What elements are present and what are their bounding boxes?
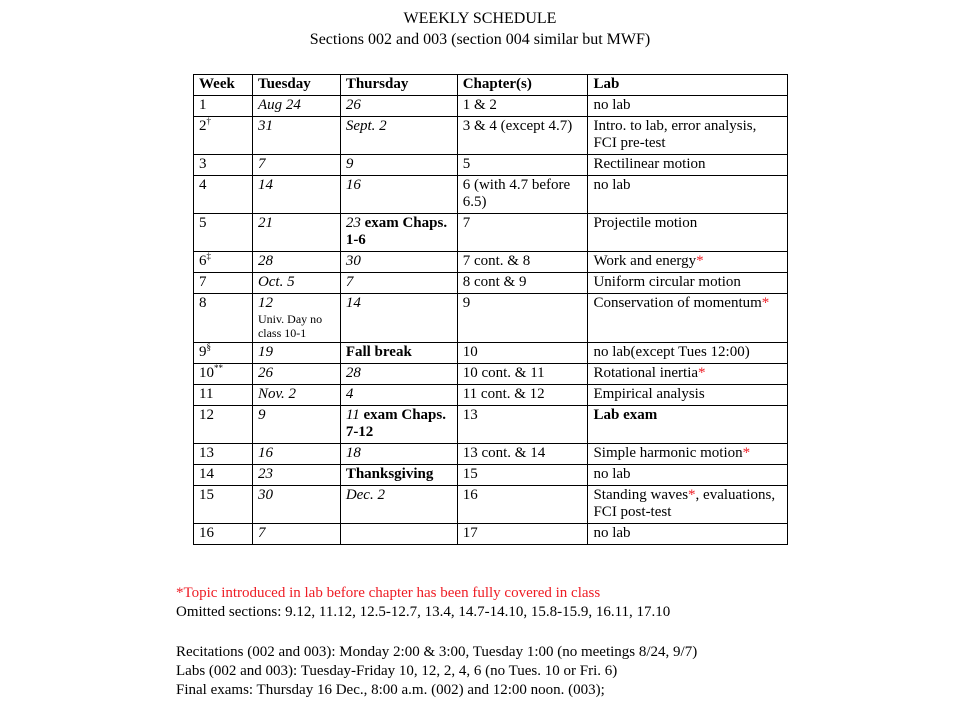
- cell-lab: [588, 524, 788, 545]
- footnote-marker: **: [214, 363, 223, 373]
- cell-lab: [588, 465, 788, 486]
- chapters-text: 17: [462, 525, 478, 541]
- cell-thursday: [340, 214, 457, 252]
- table-row: [194, 252, 788, 273]
- cell-chapters: [457, 252, 588, 273]
- final-exams-note: Final exams: Thursday 16 Dec., 8:00 a.m. (002) and 12:00 noon. (003);: [176, 682, 605, 698]
- cell-tuesday: [252, 343, 340, 364]
- schedule-table: [193, 74, 788, 545]
- thursday-date: 14: [345, 295, 361, 311]
- cell-chapters: [457, 176, 588, 214]
- cell-week: [194, 465, 253, 486]
- cell-week: [194, 96, 253, 117]
- cell-tuesday: [252, 96, 340, 117]
- column-header-thursday: Thursday: [340, 75, 457, 96]
- tuesday-date: 28: [257, 253, 273, 269]
- week-number: 9: [199, 344, 207, 360]
- lab-text: Uniform circular motion: [593, 274, 741, 290]
- tuesday-date: Aug 24: [257, 97, 301, 113]
- cell-chapters: [457, 364, 588, 385]
- cell-week: [194, 214, 253, 252]
- column-header-chapters: Chapter(s): [457, 75, 588, 96]
- table-row: [194, 294, 788, 343]
- footnote-marker: ‡: [206, 251, 211, 261]
- week-number: 4: [199, 177, 207, 193]
- cell-week: [194, 294, 253, 343]
- tuesday-date: 14: [257, 177, 273, 193]
- cell-tuesday: [252, 252, 340, 273]
- cell-lab: [588, 294, 788, 343]
- cell-tuesday: [252, 385, 340, 406]
- cell-week: [194, 273, 253, 294]
- thursday-date: Dec. 2: [345, 487, 385, 503]
- omitted-sections-note: Omitted sections: 9.12, 11.12, 12.5-12.7, 13.4, 14.7-14.10, 15.8-15.9, 16.11, 17.10: [176, 604, 671, 620]
- table-row: [194, 176, 788, 214]
- lab-text: Simple harmonic motion: [593, 445, 743, 461]
- cell-week: [194, 406, 253, 444]
- thursday-date: 18: [345, 445, 361, 461]
- cell-lab: [588, 117, 788, 155]
- tuesday-date: 30: [257, 487, 273, 503]
- lab-text: Conservation of momentum: [593, 295, 762, 311]
- cell-thursday: [340, 155, 457, 176]
- tuesday-date: 31: [257, 118, 273, 134]
- lab-text: Intro. to lab, error analysis, FCI pre-test: [593, 118, 757, 151]
- thursday-date: Sept. 2: [345, 118, 387, 134]
- cell-thursday: [340, 273, 457, 294]
- cell-lab: [588, 252, 788, 273]
- cell-thursday: [340, 343, 457, 364]
- cell-chapters: [457, 155, 588, 176]
- week-number: 5: [199, 215, 207, 231]
- cell-week: [194, 117, 253, 155]
- cell-week: [194, 252, 253, 273]
- tuesday-date: 19: [257, 344, 273, 360]
- tuesday-date: Oct. 5: [257, 274, 295, 290]
- lab-text: Work and energy: [593, 253, 697, 269]
- tuesday-date: 21: [257, 215, 273, 231]
- thursday-date: 16: [345, 177, 361, 193]
- lab-text: no lab: [593, 177, 631, 193]
- tuesday-date: Nov. 2: [257, 386, 296, 402]
- cell-week: [194, 524, 253, 545]
- thursday-event: Fall break: [345, 344, 412, 360]
- week-number: 1: [199, 97, 207, 113]
- cell-tuesday: [252, 176, 340, 214]
- lab-star-marker: *: [696, 253, 704, 269]
- chapters-text: 10 cont. & 11: [462, 365, 545, 381]
- cell-lab: [588, 343, 788, 364]
- lab-text-suffix: , evaluations, FCI post-test: [593, 487, 776, 520]
- lab-text: Lab exam: [593, 407, 658, 423]
- tuesday-date: 12: [257, 295, 273, 311]
- cell-tuesday: [252, 486, 340, 524]
- cell-thursday: [340, 444, 457, 465]
- table-row: [194, 486, 788, 524]
- cell-chapters: [457, 294, 588, 343]
- table-row: [194, 444, 788, 465]
- cell-tuesday: [252, 214, 340, 252]
- lab-text: Empirical analysis: [593, 386, 705, 402]
- cell-tuesday: [252, 364, 340, 385]
- cell-lab: [588, 486, 788, 524]
- cell-tuesday: [252, 155, 340, 176]
- week-number: 16: [199, 525, 214, 541]
- table-row: [194, 465, 788, 486]
- cell-chapters: [457, 486, 588, 524]
- cell-week: [194, 385, 253, 406]
- week-number: 12: [199, 407, 214, 423]
- chapters-text: 15: [462, 466, 478, 482]
- cell-chapters: [457, 444, 588, 465]
- chapters-text: 7 cont. & 8: [462, 253, 531, 269]
- cell-thursday: [340, 176, 457, 214]
- column-header-tuesday: Tuesday: [252, 75, 340, 96]
- star-footnote: *Topic introduced in lab before chapter has been fully covered in class: [176, 585, 601, 601]
- cell-tuesday: [252, 406, 340, 444]
- lab-text: Rectilinear motion: [593, 156, 706, 172]
- week-number: 15: [199, 487, 214, 503]
- cell-chapters: [457, 214, 588, 252]
- chapters-text: 11 cont. & 12: [462, 386, 545, 402]
- table-row: [194, 117, 788, 155]
- week-number: 11: [199, 386, 214, 402]
- cell-week: [194, 155, 253, 176]
- table-row: [194, 406, 788, 444]
- cell-thursday: [340, 406, 457, 444]
- table-header-row: [194, 75, 788, 96]
- recitations-note: Recitations (002 and 003): Monday 2:00 & 3:00, Tuesday 1:00 (no meetings 8/24, 9/7): [176, 644, 698, 660]
- cell-week: [194, 486, 253, 524]
- tuesday-note: Univ. Day no class 10-1: [257, 312, 323, 340]
- chapters-text: 7: [462, 215, 471, 231]
- thursday-exam: exam Chaps. 1-6: [345, 215, 448, 248]
- footnote-marker: †: [206, 116, 211, 126]
- chapters-text: 13 cont. & 14: [462, 445, 546, 461]
- thursday-date: 11: [345, 407, 360, 423]
- lab-star-marker: *: [688, 487, 696, 503]
- chapters-text: 9: [462, 295, 471, 311]
- tuesday-date: 26: [257, 365, 273, 381]
- cell-week: [194, 343, 253, 364]
- cell-lab: [588, 406, 788, 444]
- thursday-date: 4: [345, 386, 354, 402]
- cell-tuesday: [252, 294, 340, 343]
- cell-chapters: [457, 385, 588, 406]
- chapters-text: 16: [462, 487, 478, 503]
- thursday-date: 7: [345, 274, 354, 290]
- cell-thursday: [340, 385, 457, 406]
- cell-thursday: [340, 486, 457, 524]
- week-number: 2: [199, 118, 207, 134]
- column-header-week: Week: [194, 75, 253, 96]
- chapters-text: 1 & 2: [462, 97, 497, 113]
- lab-text: Rotational inertia: [593, 365, 699, 381]
- week-number: 10: [199, 365, 214, 381]
- week-number: 7: [199, 274, 207, 290]
- thursday-date: 30: [345, 253, 361, 269]
- tuesday-date: 7: [257, 156, 266, 172]
- week-number: 13: [199, 445, 214, 461]
- lab-star-marker: *: [698, 365, 706, 381]
- cell-chapters: [457, 406, 588, 444]
- cell-thursday: [340, 524, 457, 545]
- table-row: [194, 385, 788, 406]
- cell-lab: [588, 273, 788, 294]
- footnote-marker: §: [206, 342, 211, 352]
- cell-thursday: [340, 465, 457, 486]
- thursday-event: Thanksgiving: [345, 466, 434, 482]
- table-row: [194, 96, 788, 117]
- cell-lab: [588, 155, 788, 176]
- table-row: [194, 524, 788, 545]
- cell-thursday: [340, 96, 457, 117]
- cell-lab: [588, 96, 788, 117]
- cell-tuesday: [252, 273, 340, 294]
- cell-chapters: [457, 273, 588, 294]
- table-row: [194, 343, 788, 364]
- cell-tuesday: [252, 117, 340, 155]
- chapters-text: 10: [462, 344, 478, 360]
- cell-chapters: [457, 524, 588, 545]
- column-header-lab: Lab: [588, 75, 788, 96]
- cell-chapters: [457, 96, 588, 117]
- lab-text: no lab: [593, 525, 631, 541]
- labs-note: Labs (002 and 003): Tuesday-Friday 10, 12, 2, 4, 6 (no Tues. 10 or Fri. 6): [176, 663, 618, 679]
- week-number: 14: [199, 466, 214, 482]
- thursday-date: 26: [345, 97, 361, 113]
- week-number: 8: [199, 295, 207, 311]
- thursday-exam: exam Chaps. 7-12: [345, 407, 446, 440]
- cell-lab: [588, 176, 788, 214]
- lab-text: no lab(except Tues 12:00): [593, 344, 750, 360]
- cell-lab: [588, 385, 788, 406]
- cell-week: [194, 176, 253, 214]
- page-subtitle: Sections 002 and 003 (section 004 similar but MWF): [309, 31, 651, 48]
- cell-tuesday: [252, 524, 340, 545]
- tuesday-date: 7: [257, 525, 266, 541]
- chapters-text: 5: [462, 156, 471, 172]
- cell-lab: [588, 364, 788, 385]
- table-row: [194, 214, 788, 252]
- table-row: [194, 155, 788, 176]
- table-row: [194, 273, 788, 294]
- cell-thursday: [340, 294, 457, 343]
- chapters-text: 6 (with 4.7 before 6.5): [462, 177, 571, 210]
- tuesday-date: 23: [257, 466, 273, 482]
- lab-star-marker: *: [761, 295, 770, 311]
- cell-thursday: [340, 252, 457, 273]
- cell-chapters: [457, 343, 588, 364]
- thursday-date: 9: [345, 156, 354, 172]
- chapters-text: 3 & 4 (except 4.7): [462, 118, 573, 134]
- week-number: 6: [199, 253, 207, 269]
- thursday-date: 23: [345, 215, 361, 231]
- tuesday-date: 16: [257, 445, 273, 461]
- lab-text: no lab: [593, 466, 631, 482]
- cell-week: [194, 364, 253, 385]
- cell-lab: [588, 214, 788, 252]
- cell-tuesday: [252, 465, 340, 486]
- tuesday-date: 9: [257, 407, 266, 423]
- chapters-text: 13: [462, 407, 478, 423]
- lab-text: no lab: [593, 97, 631, 113]
- chapters-text: 8 cont & 9: [462, 274, 527, 290]
- thursday-date: 28: [345, 365, 361, 381]
- cell-thursday: [340, 364, 457, 385]
- page-title: WEEKLY SCHEDULE: [403, 10, 557, 27]
- cell-chapters: [457, 117, 588, 155]
- cell-thursday: [340, 117, 457, 155]
- lab-text: Standing waves: [593, 487, 689, 503]
- cell-week: [194, 444, 253, 465]
- lab-text: Projectile motion: [593, 215, 698, 231]
- cell-chapters: [457, 465, 588, 486]
- week-number: 3: [199, 156, 207, 172]
- cell-tuesday: [252, 444, 340, 465]
- cell-lab: [588, 444, 788, 465]
- table-row: [194, 364, 788, 385]
- lab-star-marker: *: [742, 445, 751, 461]
